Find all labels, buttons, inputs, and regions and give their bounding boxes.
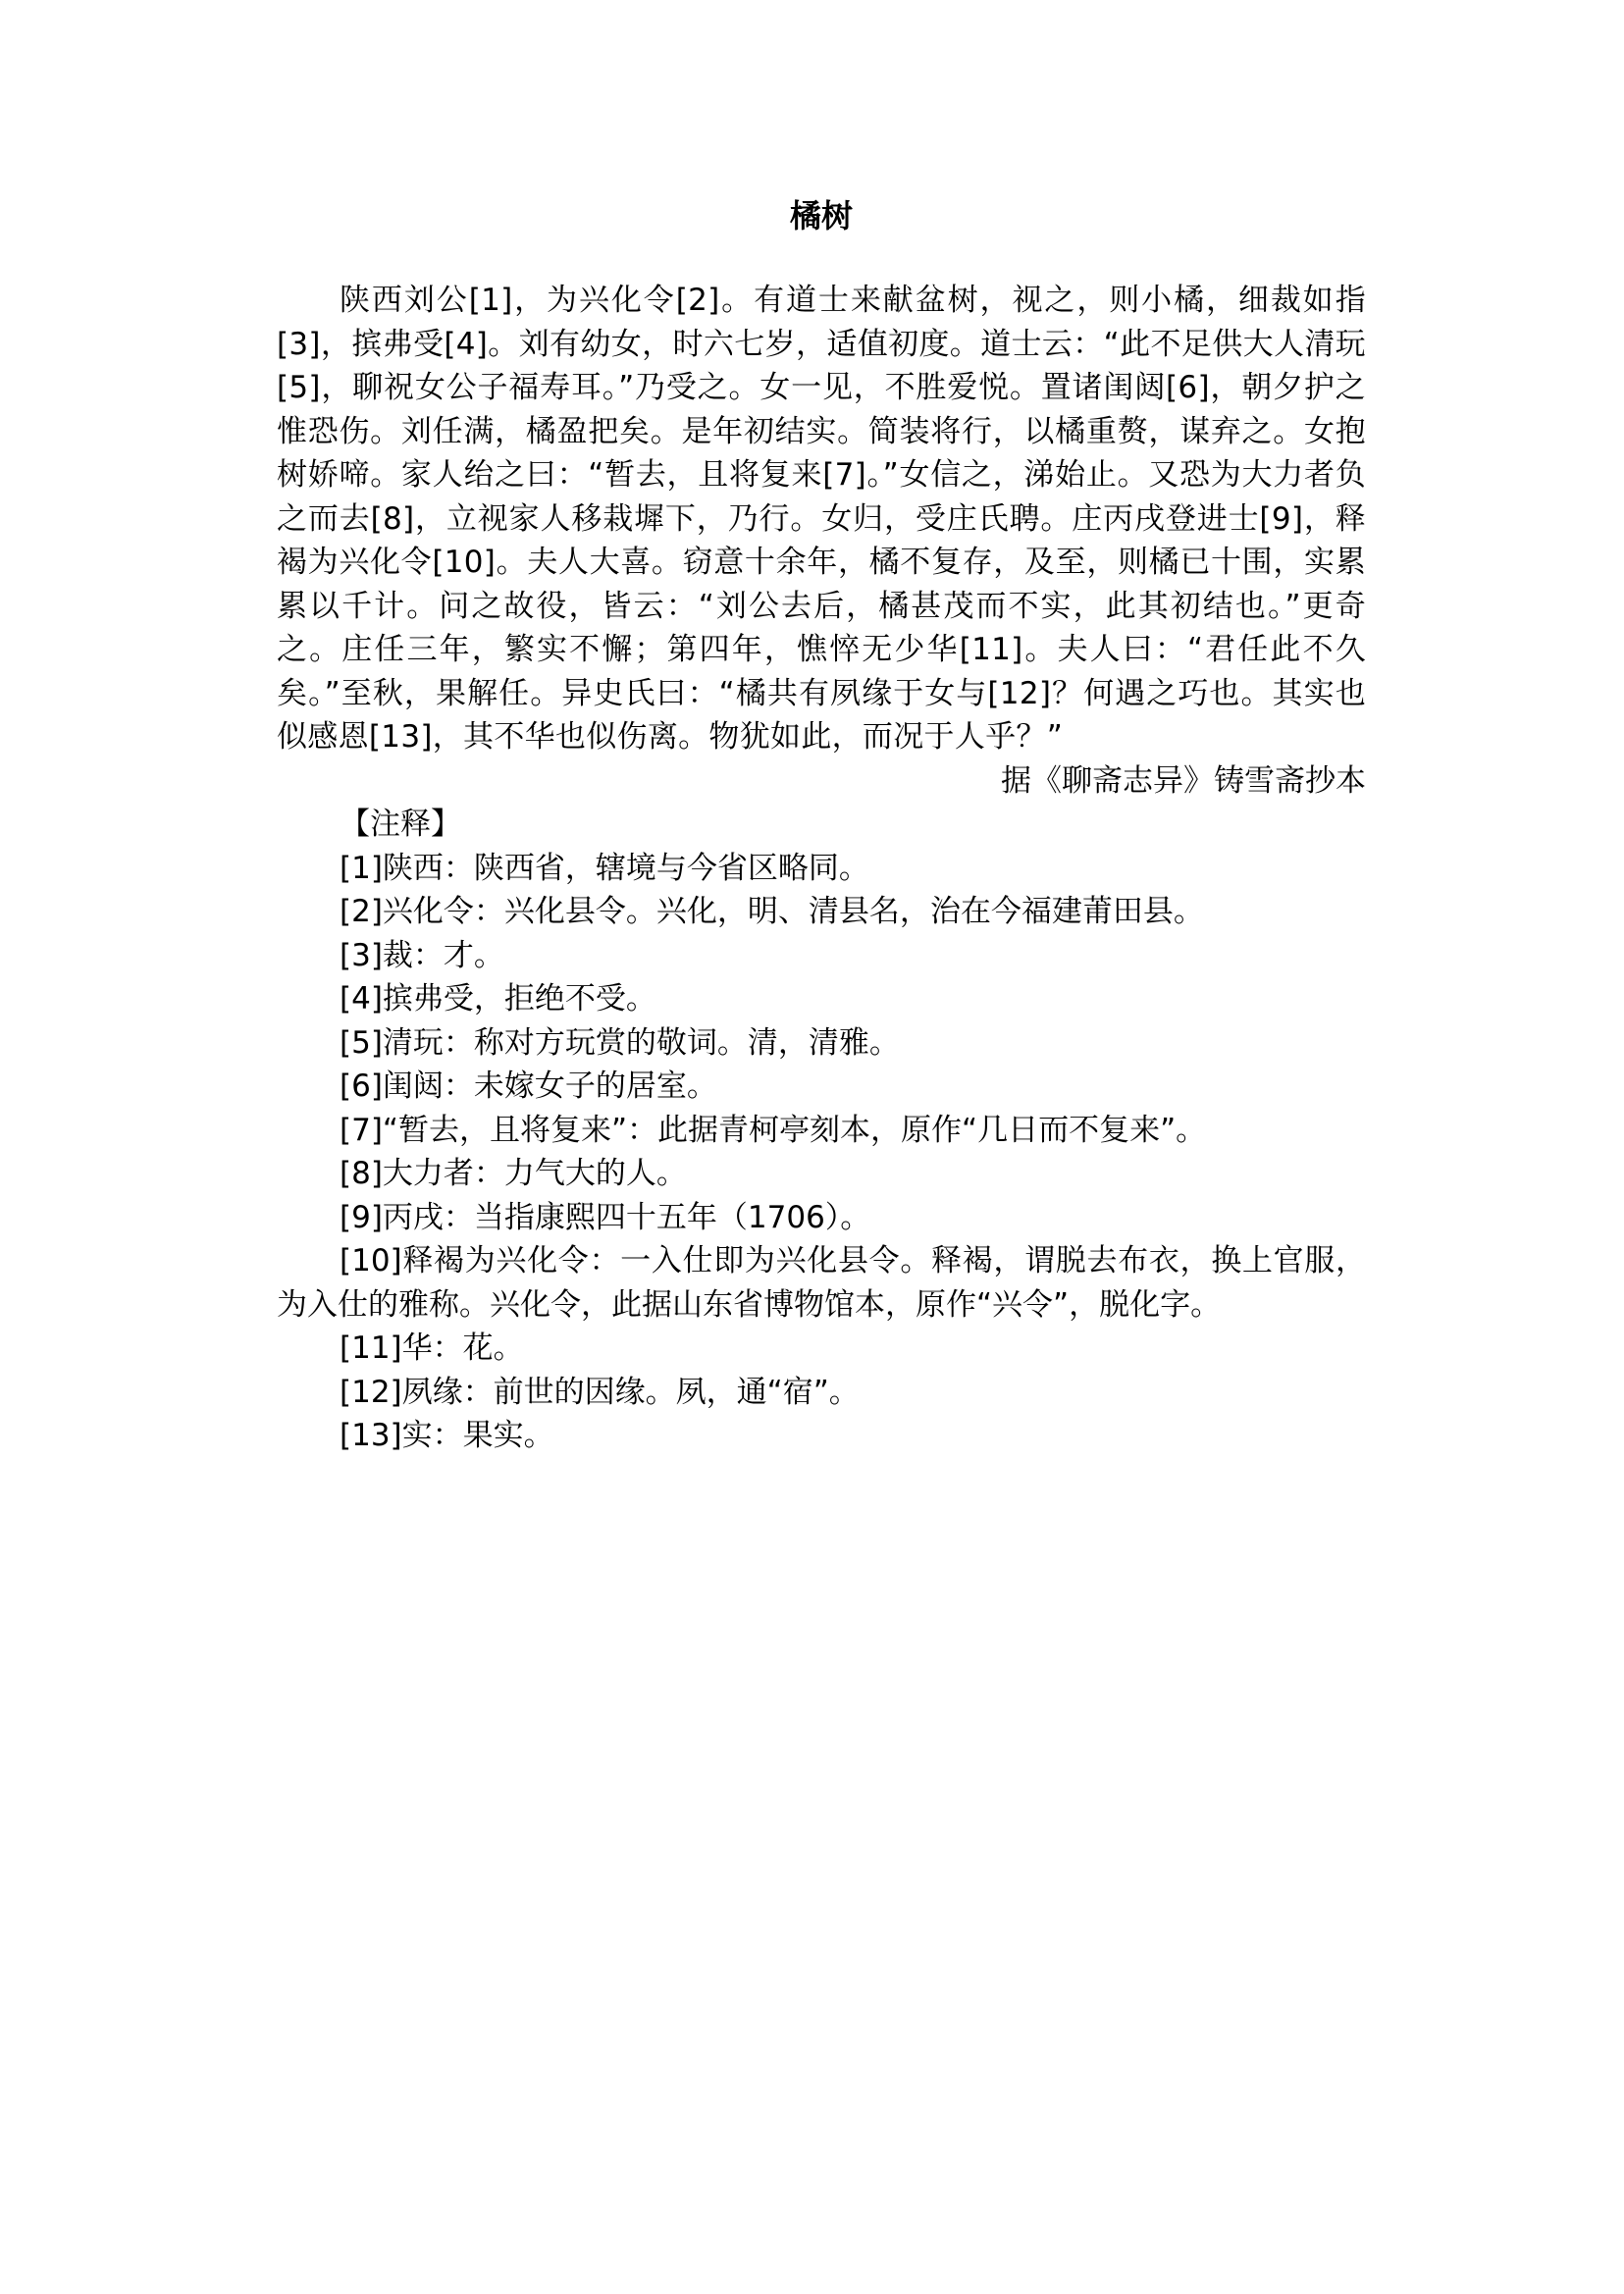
- note-10: [10]释褐为兴化令：一入仕即为兴化县令。释褐，谓脱去布衣，换上官服，为入仕的雅称。兴化令，此据山东省博物馆本，原作“兴令”，脱化字。: [277, 1243, 1366, 1323]
- note-3: [3]裁：才。: [340, 937, 504, 973]
- note-13: [13]实：果实。: [340, 1418, 554, 1453]
- note-12: [12]夙缘：前世的因缘。夙，通“宿”。: [340, 1374, 860, 1410]
- note-11: [11]华：花。: [340, 1330, 524, 1366]
- note-2: [2]兴化令：兴化县令。兴化，明、清县名，治在今福建莆田县。: [340, 894, 1204, 929]
- note-9: [9]丙戌：当指康熙四十五年（1706）。: [340, 1199, 871, 1235]
- note-5: [5]清玩：称对方玩赏的敬词。清，清雅。: [340, 1024, 900, 1061]
- note-4: [4]摈弗受，拒绝不受。: [340, 981, 656, 1017]
- note-6: [6]闺闼：未嫁女子的居室。: [340, 1069, 717, 1104]
- note-8: [8]大力者：力气大的人。: [340, 1156, 687, 1191]
- document-page: [277, 194, 1366, 1458]
- source-citation: 据《聊斋志异》铸雪斋抄本: [1001, 762, 1366, 799]
- note-1: [1]陕西：陕西省，辖境与今省区略同。: [340, 850, 869, 886]
- notes-list: [277, 847, 1366, 1458]
- note-7: [7]“暂去，且将复来”：此据青柯亭刻本，原作“几日而不复来”。: [340, 1112, 1207, 1148]
- main-text: 陕西刘公[1]，为兴化令[2]。有道士来献盆树，视之，则小橘，细裁如指[3]，摈弗受[4]。刘有幼女，时六七岁，适值初度。道士云：“此不足供大人清玩[5]，聊祝女公子福寿耳。”乃受之。女一见，不胜爱悦。置诸闺闼[6]，朝夕护之惟恐伤。刘任满，橘盈把矣。是年初结实。简装将行，以橘重赘，谋弃之。女抱树娇啼。家人绐之曰：“暂去，且将复来[7]。”女信之，涕始止。又恐为大力者负之而去[8]，立视家人移栽墀下，乃行。女归，受庄氏聘。庄丙戌登进士[9]，释褐为兴化令[10]。夫人大喜。窃意十余年，橘不复存，及至，则橘已十围，实累累以千计。问之故役，皆云：“刘公去后，橘甚茂而不实，此其初结也。”更奇之。庄任三年，繁实不懈；第四年，憔悴无少华[11]。夫人曰：“君任此不久矣。”至秋，果解任。异史氏曰：“橘共有夙缘于女与[12]？何遇之巧也。其实也似感恩[13]，其不华也似伤离。物犹如此，而况于人乎？”: [277, 283, 1366, 755]
- document-title: 橘树: [789, 197, 853, 235]
- notes-heading: 【注释】: [340, 807, 461, 842]
